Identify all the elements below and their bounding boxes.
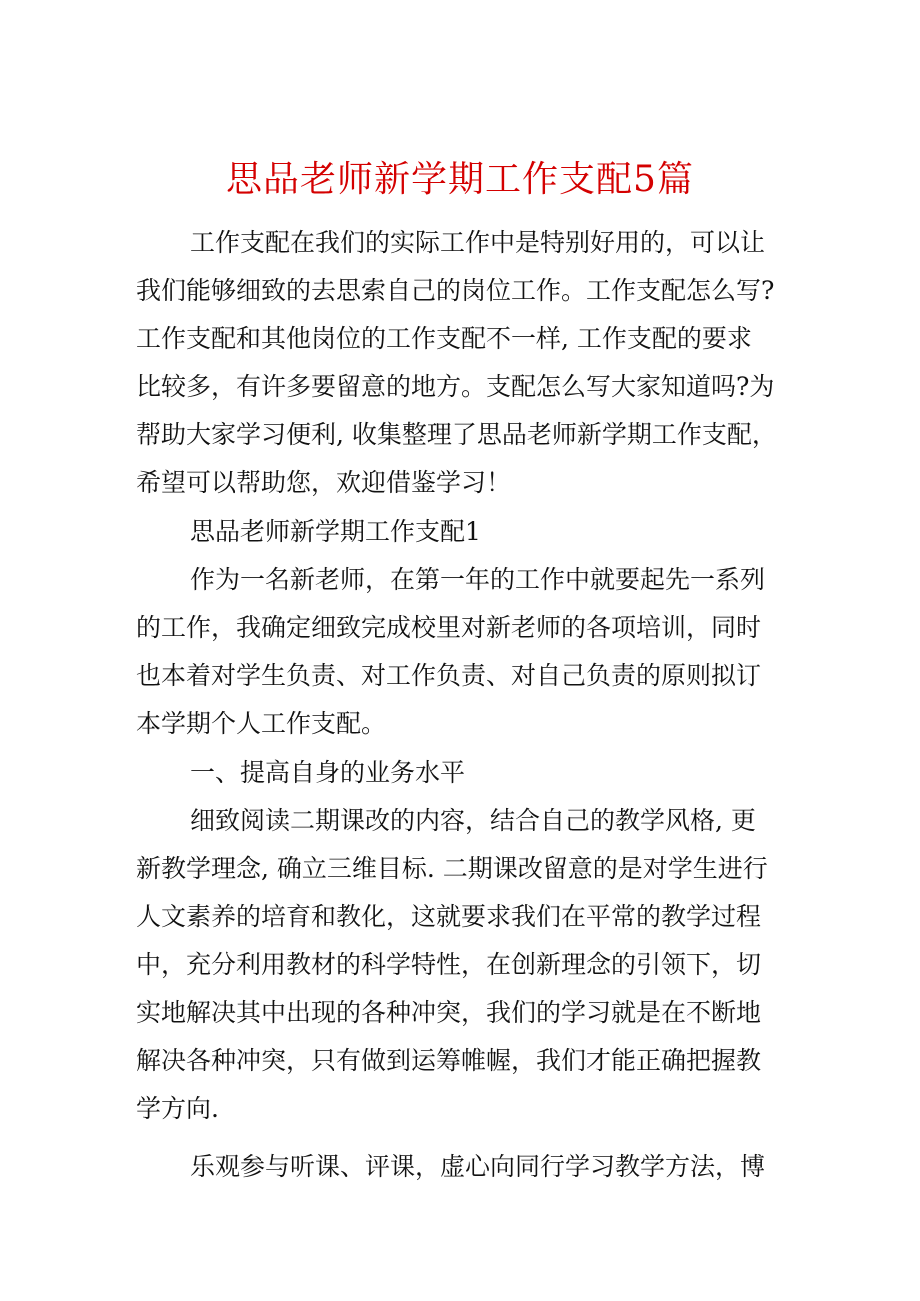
- paragraph-line: 中，充分利用教材的科学特性，在创新理念的引领下，切: [136, 950, 762, 979]
- section-heading: 思品老师新学期工作支配1: [190, 517, 481, 546]
- subsection-heading: 一、提高自身的业务水平: [190, 758, 466, 787]
- paragraph-line: 工作支配在我们的实际工作中是特别好用的，可以让: [190, 228, 766, 257]
- paragraph-line: 的工作，我确定细致完成校里对新老师的各项培训，同时: [136, 613, 762, 642]
- paragraph-line: 比较多，有许多要留意的地方。支配怎么写大家知道吗?为: [136, 372, 775, 401]
- paragraph-line: 工作支配和其他岗位的工作支配不一样, 工作支配的要求: [136, 324, 752, 353]
- paragraph-line: 帮助大家学习便利, 收集整理了思品老师新学期工作支配，: [136, 420, 777, 449]
- paragraph-line: 解决各种冲突，只有做到运筹帷幄，我们才能正确把握教: [136, 1046, 762, 1075]
- paragraph-line: 实地解决其中出现的各种冲突，我们的学习就是在不断地: [136, 998, 762, 1027]
- paragraph-line: 希望可以帮助您，欢迎借鉴学习！: [136, 468, 512, 497]
- paragraph-line: 我们能够细致的去思索自己的岗位工作。工作支配怎么写?: [136, 276, 775, 305]
- paragraph-line: 作为一名新老师，在第一年的工作中就要起先一系列: [190, 565, 766, 594]
- paragraph-line: 本学期个人工作支配。: [136, 709, 387, 738]
- paragraph-line: 乐观参与听课、评课，虚心向同行学习教学方法，博: [190, 1152, 766, 1181]
- document-title: 思品老师新学期工作支配5篇: [226, 159, 694, 200]
- paragraph-line: 新教学理念, 确立三维目标. 二期课改留意的是对学生进行: [136, 854, 768, 883]
- paragraph-line: 学方向.: [136, 1094, 219, 1123]
- paragraph-line: 细致阅读二期课改的内容，结合自己的教学风格, 更: [190, 806, 756, 835]
- paragraph-line: 人文素养的培育和教化，这就要求我们在平常的教学过程: [136, 902, 762, 931]
- paragraph-line: 也本着对学生负责、对工作负责、对自己负责的原则拟订: [136, 661, 762, 690]
